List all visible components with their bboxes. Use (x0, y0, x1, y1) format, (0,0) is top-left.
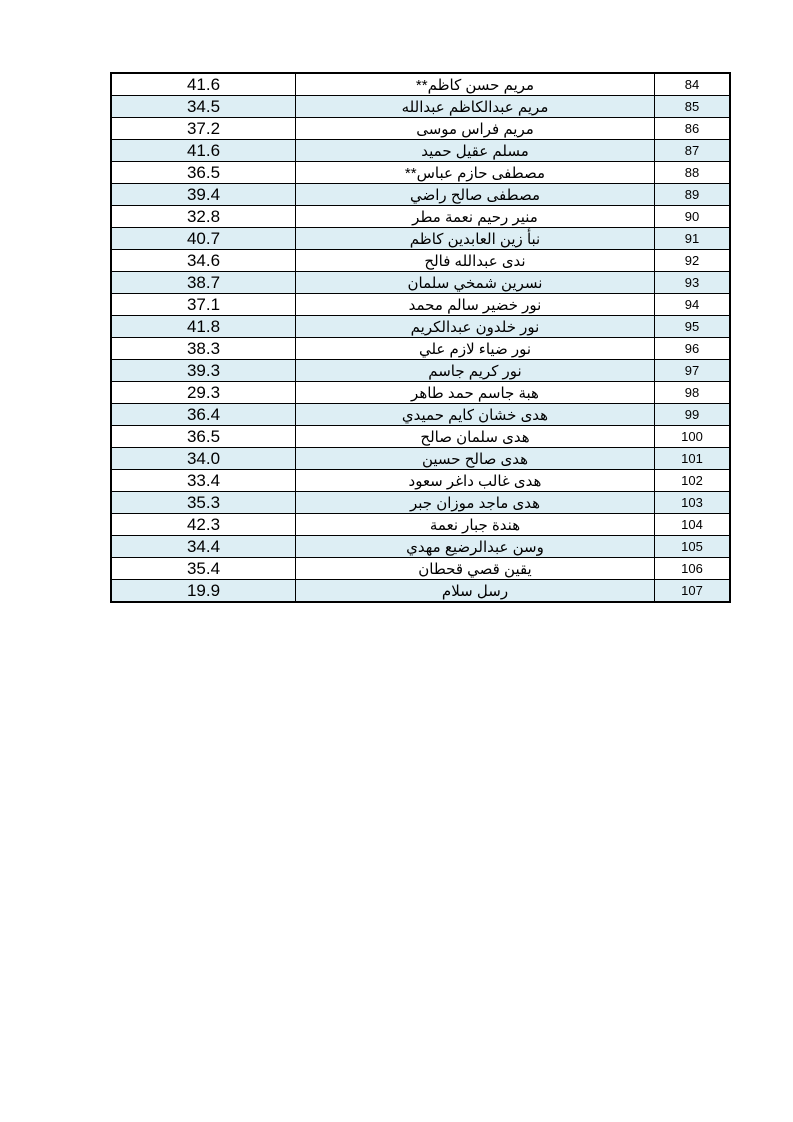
table-row (111, 294, 730, 316)
row-number-cell: 103 (655, 492, 731, 514)
grade-cell: 33.4 (111, 470, 296, 492)
row-number-cell: 90 (655, 206, 731, 228)
grade-cell: 32.8 (111, 206, 296, 228)
student-name-cell: هدى خشان كايم حميدي (296, 404, 655, 426)
student-name-cell: هندة جبار نعمة (296, 514, 655, 536)
row-number-cell: 91 (655, 228, 731, 250)
row-number-cell: 88 (655, 162, 731, 184)
row-number-cell: 89 (655, 184, 731, 206)
row-number-cell: 104 (655, 514, 731, 536)
grade-cell: 41.6 (111, 73, 296, 96)
row-number-cell: 85 (655, 96, 731, 118)
student-name-cell: هدى سلمان صالح (296, 426, 655, 448)
row-number-cell: 98 (655, 382, 731, 404)
grade-cell: 36.5 (111, 162, 296, 184)
row-number-cell: 100 (655, 426, 731, 448)
table-row (111, 382, 730, 404)
row-number-cell: 107 (655, 580, 731, 603)
student-name-cell: نور كريم جاسم (296, 360, 655, 382)
student-name-cell: مريم عبدالكاظم عبدالله (296, 96, 655, 118)
grade-cell: 29.3 (111, 382, 296, 404)
table-row (111, 404, 730, 426)
table-row (111, 118, 730, 140)
row-number-cell: 102 (655, 470, 731, 492)
table-row (111, 206, 730, 228)
table-row (111, 426, 730, 448)
student-name-cell: وسن عبدالرضيع مهدي (296, 536, 655, 558)
student-name-cell: نور خلدون عبدالكريم (296, 316, 655, 338)
grade-cell: 37.2 (111, 118, 296, 140)
grade-cell: 34.0 (111, 448, 296, 470)
table-row (111, 536, 730, 558)
student-name-cell: يقين قصي قحطان (296, 558, 655, 580)
student-name-cell: هدى صالح حسين (296, 448, 655, 470)
student-name-cell: نسرين شمخي سلمان (296, 272, 655, 294)
table-row (111, 184, 730, 206)
student-name-cell: هبة جاسم حمد طاهر (296, 382, 655, 404)
row-number-cell: 84 (655, 73, 731, 96)
student-name-cell: نبأ زين العابدين كاظم (296, 228, 655, 250)
grade-cell: 42.3 (111, 514, 296, 536)
table-row (111, 250, 730, 272)
row-number-cell: 96 (655, 338, 731, 360)
grade-cell: 34.5 (111, 96, 296, 118)
row-number-cell: 86 (655, 118, 731, 140)
grade-cell: 41.6 (111, 140, 296, 162)
row-number-cell: 92 (655, 250, 731, 272)
student-name-cell: نور خضير سالم محمد (296, 294, 655, 316)
row-number-cell: 95 (655, 316, 731, 338)
grade-cell: 36.5 (111, 426, 296, 448)
row-number-cell: 105 (655, 536, 731, 558)
table-row (111, 338, 730, 360)
grade-cell: 40.7 (111, 228, 296, 250)
student-name-cell: هدى غالب داغر سعود (296, 470, 655, 492)
row-number-cell: 94 (655, 294, 731, 316)
grade-cell: 38.3 (111, 338, 296, 360)
grade-cell: 39.3 (111, 360, 296, 382)
table-row (111, 514, 730, 536)
student-name-cell: ندى عبدالله فالح (296, 250, 655, 272)
table-row (111, 448, 730, 470)
table-row (111, 272, 730, 294)
table-row (111, 470, 730, 492)
student-name-cell: منير رحيم نعمة مطر (296, 206, 655, 228)
row-number-cell: 93 (655, 272, 731, 294)
student-name-cell: مريم حسن كاظم** (296, 73, 655, 96)
grade-cell: 36.4 (111, 404, 296, 426)
grade-cell: 19.9 (111, 580, 296, 603)
table-row (111, 492, 730, 514)
row-number-cell: 106 (655, 558, 731, 580)
table-row (111, 96, 730, 118)
student-name-cell: هدى ماجد موزان جبر (296, 492, 655, 514)
table-row (111, 228, 730, 250)
student-name-cell: رسل سلام (296, 580, 655, 603)
table-row (111, 140, 730, 162)
student-name-cell: نور ضياء لازم علي (296, 338, 655, 360)
grade-cell: 37.1 (111, 294, 296, 316)
grade-cell: 35.4 (111, 558, 296, 580)
table-row (111, 558, 730, 580)
grade-cell: 34.4 (111, 536, 296, 558)
grade-cell: 34.6 (111, 250, 296, 272)
row-number-cell: 87 (655, 140, 731, 162)
student-name-cell: مصطفى صالح راضي (296, 184, 655, 206)
student-name-cell: مريم فراس موسى (296, 118, 655, 140)
grades-table (110, 72, 731, 603)
grade-cell: 38.7 (111, 272, 296, 294)
row-number-cell: 101 (655, 448, 731, 470)
student-name-cell: مصطفى حازم عباس** (296, 162, 655, 184)
grade-cell: 41.8 (111, 316, 296, 338)
table-row (111, 580, 730, 603)
grades-table-body (111, 73, 730, 602)
table-row (111, 316, 730, 338)
grade-cell: 35.3 (111, 492, 296, 514)
table-row (111, 360, 730, 382)
student-name-cell: مسلم عقيل حميد (296, 140, 655, 162)
table-row (111, 162, 730, 184)
grade-cell: 39.4 (111, 184, 296, 206)
table-row (111, 73, 730, 96)
row-number-cell: 97 (655, 360, 731, 382)
row-number-cell: 99 (655, 404, 731, 426)
